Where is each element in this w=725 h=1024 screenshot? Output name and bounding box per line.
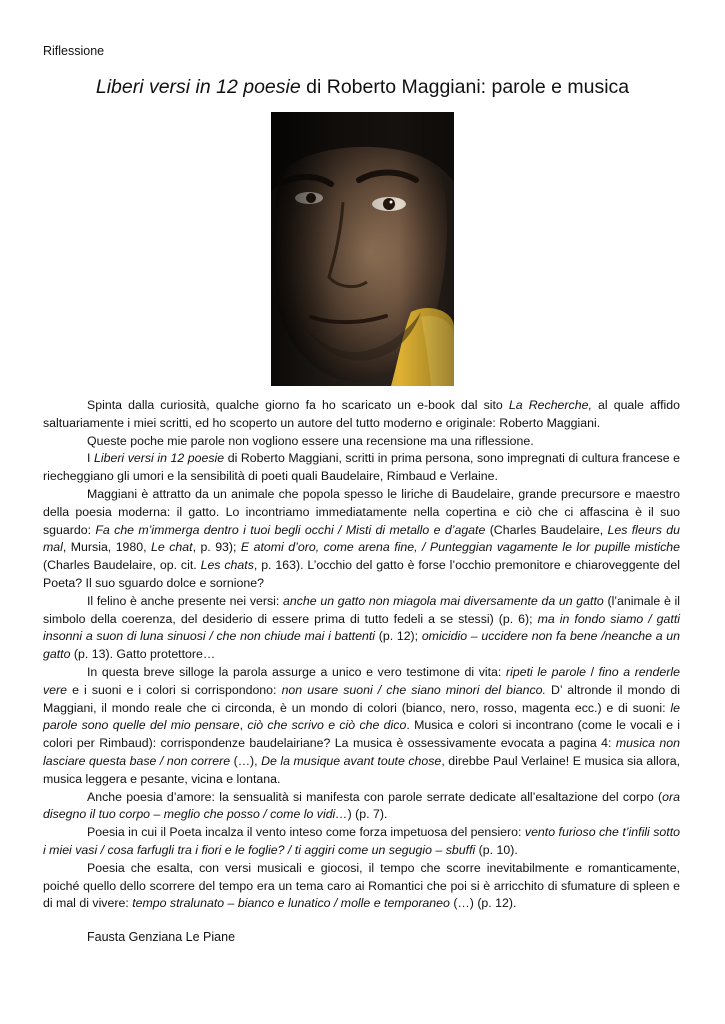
- italic-quote-run: ciò che scrivo e ciò che dico: [247, 718, 407, 733]
- text-run: , Mursia, 1980,: [62, 540, 152, 555]
- italic-quote-run: Fa che m’immerga dentro i tuoi begli occhi / Misti di metallo e d’agate: [95, 522, 486, 537]
- text-run: (Charles Baudelaire,: [485, 522, 608, 537]
- body-paragraph: [43, 486, 680, 593]
- text-run: (…) (p. 12).: [449, 896, 517, 911]
- text-run: Anche poesia d’amore: la sensualità si manifesta con parole serrate dedicate all’esaltazione del corpo (: [87, 789, 663, 804]
- author-signature: Fausta Genziana Le Piane: [87, 930, 236, 944]
- italic-quote-run: tempo stralunato – bianco e lunatico / molle e temporaneo: [132, 896, 450, 911]
- article-title: [0, 76, 725, 99]
- body-paragraph: [43, 397, 680, 433]
- italic-quote-run: E atomi d’oro, come arena fine, / Punteggian vagamente le lor pupille mistiche: [240, 540, 680, 555]
- text-run: . Musica e colori si incontrano (come le vocali e i colori per Rimbaud): corrispondenze baudelairiane? La musica è ossessivamente evocata a pagina 4:: [43, 718, 680, 751]
- body-paragraph: [43, 593, 680, 664]
- italic-quote-run: Les chats: [200, 558, 254, 573]
- italic-quote-run: anche un gatto non miagola mai diversamente da un gatto: [283, 593, 604, 608]
- text-run: Spinta dalla curiosità, qualche giorno fa ho scaricato un e-book dal sito: [87, 398, 509, 412]
- text-run: Queste poche mie parole non vogliono essere una recensione ma una riflessione.: [87, 433, 534, 448]
- section-label: Riflessione: [43, 44, 105, 58]
- italic-quote-run: Le chat: [151, 540, 193, 555]
- italic-quote-run: le parole sono quelle del mio pensare: [43, 700, 680, 733]
- text-run: (…),: [230, 753, 262, 768]
- italic-quote-run: non usare suoni / che siano minori del bianco.: [281, 682, 546, 697]
- author-portrait-image: [271, 112, 454, 386]
- text-run: (Charles Baudelaire, op. cit.: [43, 558, 201, 573]
- portrait-illustration: [271, 112, 454, 386]
- text-run: Maggiani è attratto da un animale che popola spesso le liriche di Baudelaire, grande precursore e maestro della poesia moderna: il gatto. Lo incontriamo immediatamente nella copertina e ciò che ci affascina è il suo sguardo:: [43, 486, 680, 537]
- italic-quote-run: omicidio – uccidere non fa bene /neanche a un gatto: [43, 629, 680, 662]
- title-italic-part: Liberi versi in 12 poesie: [95, 76, 301, 98]
- body-paragraph: [43, 664, 680, 789]
- italic-quote-run: Liberi versi in 12 poesie: [93, 451, 225, 466]
- text-run: (l’animale è il simbolo della coerenza, del desiderio di essere prima di tutto fedeli a se stessi) (p. 6);: [43, 593, 681, 626]
- italic-quote-run: De la musique avant toute chose: [261, 753, 442, 768]
- text-run: ,: [239, 718, 248, 733]
- body-paragraph: [43, 789, 680, 825]
- text-run: (p. 10).: [475, 842, 518, 857]
- text-run: In questa breve silloge la parola assurge a unico e vero testimone di vita:: [87, 664, 506, 679]
- text-run: , p. 163). L’occhio del gatto è forse l’occhio premonitore e chiaroveggente del Poeta? Il suo sguardo dolce e sornione?: [43, 558, 680, 590]
- text-run: ) (p. 7).: [347, 807, 388, 822]
- text-run: (p. 13). Gatto protettore…: [70, 647, 216, 662]
- text-run: (p. 12);: [375, 629, 422, 644]
- title-rest: di Roberto Maggiani: parole e musica: [300, 76, 630, 98]
- text-run: Poesia in cui il Poeta incalza il vento inteso come forza impetuosa del pensiero:: [87, 825, 525, 840]
- italic-quote-run: Les fleurs du mal: [43, 522, 680, 555]
- text-run: , direbbe Paul Verlaine! E musica sia allora, musica leggera e pesante, vicina e lontana.: [43, 753, 680, 786]
- italic-quote-run: vento furioso che t’infili sotto i miei vasi / cosa farfugli tra i fiori e le foglie? / ti aggiri come un segugio – sbuffi: [43, 825, 680, 857]
- text-run: Il felino è anche presente nei versi:: [87, 593, 284, 608]
- italic-quote-run: ripeti le parole: [506, 664, 586, 679]
- text-run: D’ altronde il mondo di Maggiani, il mondo reale che ci circonda, è un mondo di colori (bianco, nero, rosso, magenta ecc.) e di suoni:: [43, 682, 680, 715]
- text-run: al quale affido saltuariamente i miei scritti, ed ho scoperto un autore del tutto moderno e originale: Roberto Maggiani.: [43, 398, 680, 430]
- text-run: e i suoni e i colori si corrispondono:: [67, 682, 282, 697]
- text-run: Poesia che esalta, con versi musicali e giocosi, il tempo che scorre inevitabilmente e romanticamente, poiché quello dello scorrere del tempo era un tema caro ai Romantici che poi si è arricchito di sfumature di spleen e di mal di vivere:: [43, 860, 680, 911]
- italic-quote-run: musica non lasciare questa base / non correre: [43, 736, 681, 768]
- italic-quote-run: ora disegno il tuo corpo – meglio che posso / come lo vidi…: [43, 789, 680, 822]
- text-run: di Roberto Maggiani, scritti in prima persona, sono impregnati di cultura francese e riecheggiano gli umori e la sensibilità di poeti quali Baudelaire, Rimbaud e Verlaine.: [43, 451, 680, 484]
- italic-quote-run: fino a renderle vere: [43, 664, 680, 697]
- text-run: /: [585, 664, 599, 679]
- text-run: , p. 93);: [192, 540, 241, 555]
- text-run: I: [87, 451, 94, 466]
- body-paragraph: [43, 450, 680, 486]
- body-paragraph: [43, 433, 680, 451]
- article-body: [43, 397, 680, 913]
- body-paragraph: [43, 860, 680, 913]
- italic-quote-run: ma in fondo siamo / gatti insonni a suon di luna sinuosi / che non chiude mai i battenti: [43, 611, 680, 644]
- body-paragraph: [43, 824, 680, 860]
- italic-quote-run: La Recherche,: [508, 398, 592, 412]
